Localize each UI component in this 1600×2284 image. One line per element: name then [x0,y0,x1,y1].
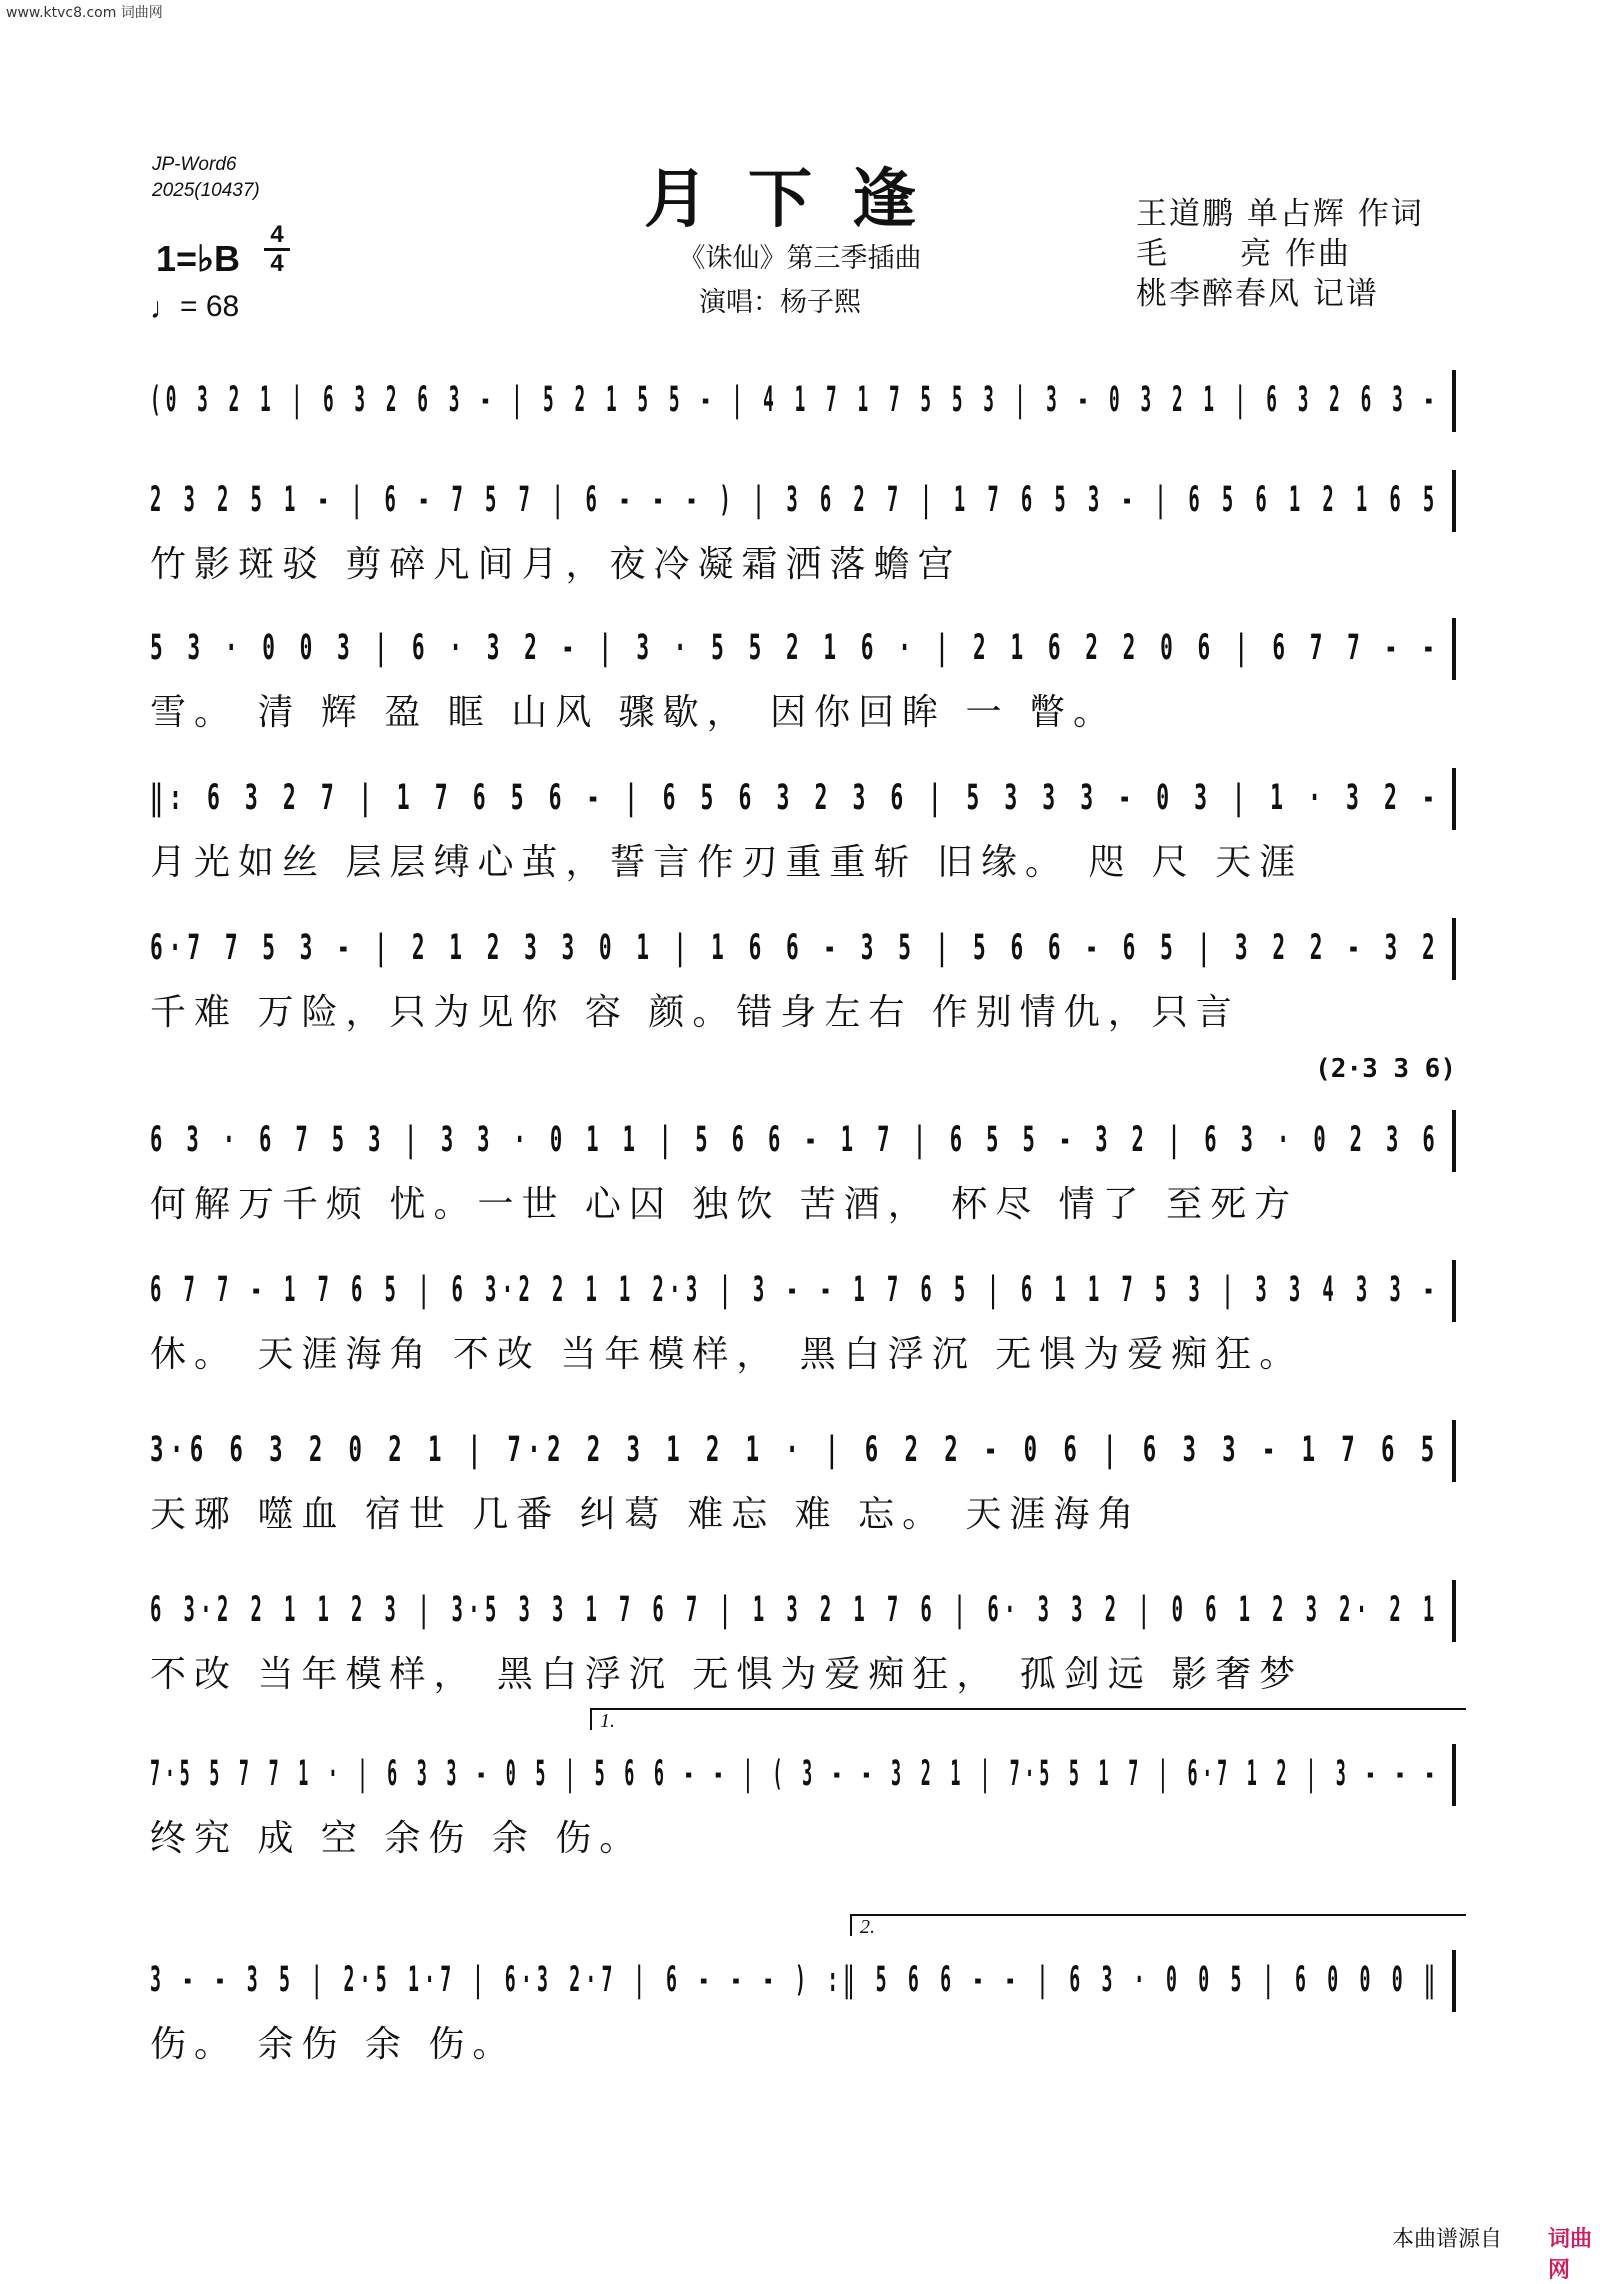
notation-line: 2 3 2 5 1 - | 6 - 7 5 7 | 6 - - - ) | 3 6 2 7 | 1 7 6 5 3 - | 6 5 6 1 2 1 6 5 [150,480,1440,520]
lyrics-line: 何解万千烦 忧。一世 心囚 独饮 苦酒， 杯尽 情了 至死方 [150,1184,1299,1225]
notation-line: 5 3 · 0 0 3 | 6 · 3 2 - | 3 · 5 5 2 1 6 · | 2 1 6 2 2 0 6 | 6 7 7 - - [150,628,1441,668]
system-end-barline [1452,618,1456,680]
lyrics-line: 月光如丝 层层缚心茧，誓言作刃重重斩 旧缘。 咫 尺 天涯 [150,842,1304,883]
tempo-marking [150,290,239,324]
notation-line: 6·7 7 5 3 - | 2 1 2 3 3 0 1 | 1 6 6 - 3 5 | 5 6 6 - 6 5 | 3 2 2 - 3 2 [150,928,1441,968]
time-signature-bottom: 4 [270,250,284,277]
composer-credit: 毛 亮 作曲 [1136,236,1351,272]
notation-line: 6 3 · 6 7 5 3 | 3 3 · 0 1 1 | 5 6 6 - 1 7 | 6 5 5 - 3 2 | 6 3 · 0 2 3 6 [150,1120,1441,1160]
lyrics-line: 伤。 余伤 余 伤。 [150,2024,517,2065]
lyrics-line: 天琊 噬血 宿世 几番 纠葛 难忘 难 忘。 天涯海角 [150,1494,1142,1535]
site-watermark: www.ktvc8.com 词曲网 [6,5,163,21]
lyricist-credit: 王道鹏 单占辉 作词 [1136,196,1424,232]
time-signature-top: 4 [270,221,284,248]
notation-line: (0 3 2 1 | 6 3 2 6 3 - | 5 2 1 5 5 - | 4 1 7 1 7 5 5 3 | 3 - 0 3 2 1 | 6 3 2 6 3 - [150,380,1440,420]
lyrics-line: 雪。 清 辉 盈 眶 山风 骤歇， 因你回眸 一 瞥。 [150,692,1117,733]
transcriber-credit: 桃李醉春风 记谱 [1136,276,1379,312]
lyrics-line: 终究 成 空 余伤 余 伤。 [150,1818,644,1859]
notation-line: 3 - - 3 5 | 2·5 1·7 | 6·3 2·7 | 6 - - - ) :‖ 5 6 6 - - | 6 3 · 0 0 5 | 6 0 0 0 ‖ [150,1960,1441,2000]
credits-block [1136,194,1424,314]
system-end-barline [1452,1950,1456,2012]
time-signature [264,222,290,277]
notation-line: 6 3·2 2 1 1 2 3 | 3·5 3 3 1 7 6 7 | 1 3 2 1 7 6 | 6· 3 3 2 | 0 6 1 2 3 2· 2 1 [150,1590,1440,1630]
notation-line: ‖: 6 3 2 7 | 1 7 6 5 6 - | 6 5 6 3 2 3 6 | 5 3 3 3 - 0 3 | 1 · 3 2 - [150,778,1441,818]
notation-line: 6 7 7 - 1 7 6 5 | 6 3·2 2 1 1 2·3 | 3 - - 1 7 6 5 | 6 1 1 7 5 3 | 3 3 4 3 3 - [150,1270,1440,1310]
system-end-barline [1452,1110,1456,1172]
lyrics-line: 不改 当年模样， 黑白浮沉 无惧为爱痴狂， 孤剑远 影奢梦 [150,1654,1304,1695]
volta-bracket: 1. [590,1708,1466,1730]
key-signature: 1=♭B [156,238,241,279]
system-end-barline [1452,1580,1456,1642]
software-id: 2025(10437) [152,180,260,201]
volta-bracket: 2. [850,1914,1466,1936]
lyrics-line: 休。 天涯海角 不改 当年模样， 黑白浮沉 无惧为爱痴狂。 [150,1334,1304,1375]
ossia-notes: (2·3 3 6) [1315,1054,1456,1084]
system-end-barline [1452,768,1456,830]
song-subtitle: 《诛仙》第三季插曲 [678,243,922,274]
notation-line: 3·6 6 3 2 0 2 1 | 7·2 2 3 1 2 1 · | 6 2 2 - 0 6 | 6 3 3 - 1 7 6 5 [150,1430,1441,1470]
lyrics-line: 千难 万险，只为见你 容 颜。错身左右 作别情仇，只言 [150,992,1240,1033]
lyrics-line: 竹影斑驳 剪碎凡间月，夜冷凝霜洒落蟾宫 [150,544,962,585]
system-end-barline [1452,1744,1456,1806]
system-end-barline [1452,1420,1456,1482]
system-end-barline [1452,470,1456,532]
source-note: 本曲谱源自 [1392,2227,1503,2252]
singer-credit: 演唱：杨子熙 [699,287,861,318]
quarter-note-icon: ♩ [150,292,180,325]
system-end-barline [1452,918,1456,980]
notation-line: 7·5 5 7 7 1 · | 6 3 3 - 0 5 | 5 6 6 - - | ( 3 - - 3 2 1 | 7·5 5 1 7 | 6·7 1 2 | 3 - - - [150,1754,1440,1794]
software-name: JP-Word6 [152,154,237,175]
tempo-value: = 68 [180,290,240,323]
system-end-barline [1452,370,1456,432]
source-brand: 词曲网 [1548,2227,1593,2283]
system-end-barline [1452,1260,1456,1322]
song-title: 月下逢 [644,162,956,237]
